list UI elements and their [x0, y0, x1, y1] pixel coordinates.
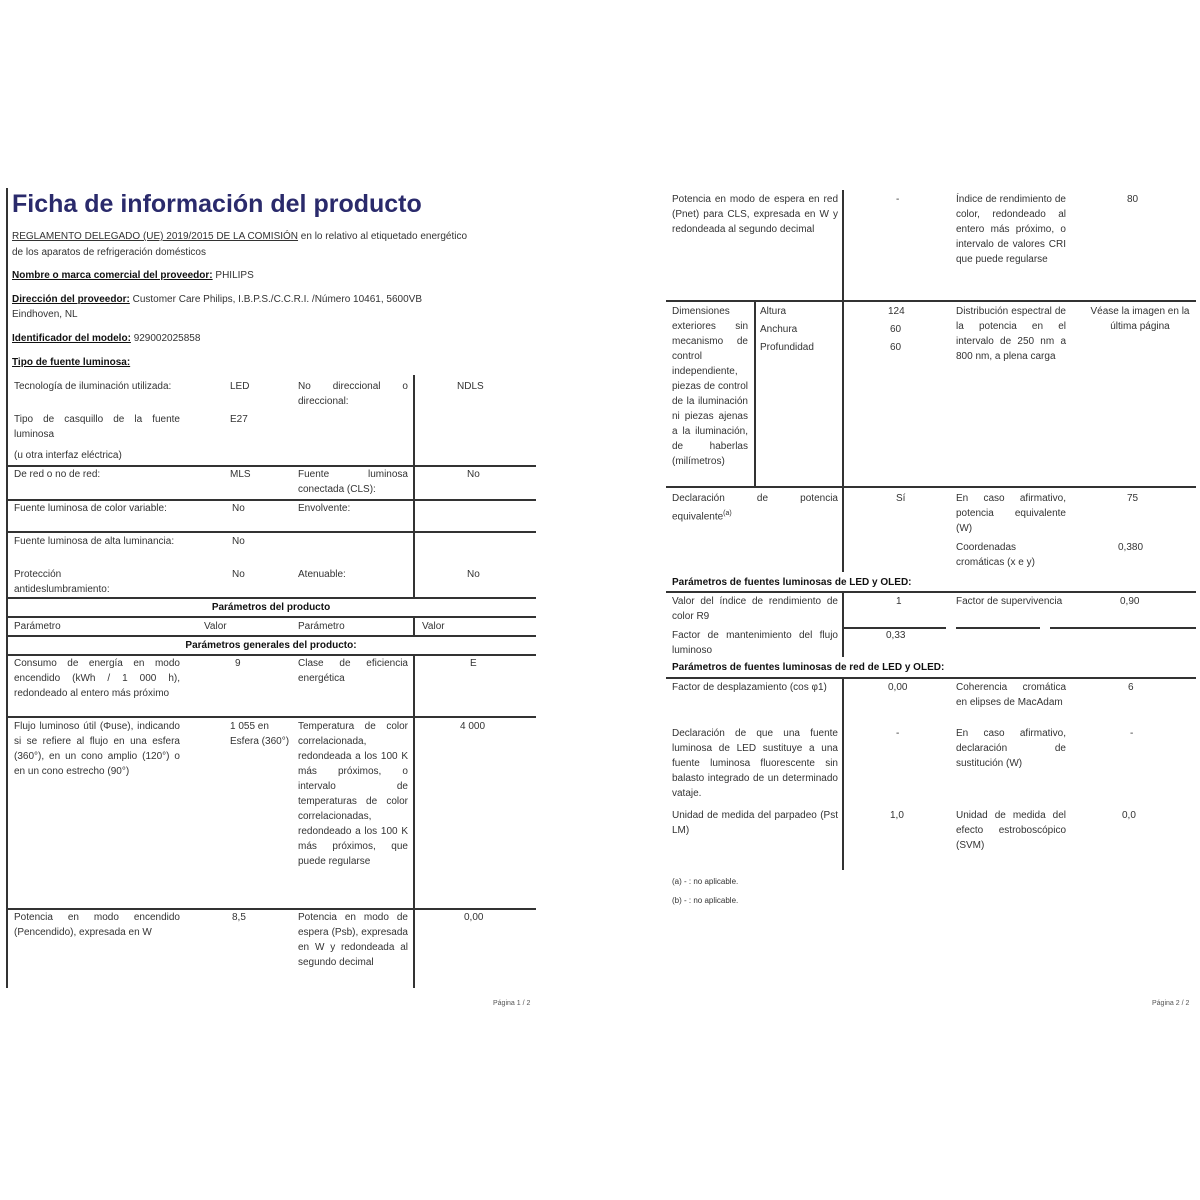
page-2 — [600, 0, 1200, 1020]
width-value: 60 — [890, 324, 902, 335]
col-param-2: Parámetro — [298, 621, 345, 632]
antiglare-label: Protección antideslumbramiento: — [14, 569, 110, 595]
dimmable-label: Atenuable: — [298, 569, 346, 580]
row-line — [666, 677, 1196, 679]
consistency-label: Coherencia cromática en elipses de MacAdam — [956, 682, 1066, 708]
cct-label: Temperatura de color correlacionada, redondeada a los 100 K más próximos, o intervalo de temperaturas de color correlacionadas, redondeado a los 100 K más próximos, que puede regularse — [298, 721, 408, 867]
row-line — [666, 486, 1196, 488]
energy-label: Consumo de energía en modo encendido (kWh / 1 000 h), redondeado al entero más próximo — [14, 658, 180, 699]
network-standby-label: Potencia en modo de espera en red (Pnet) para CLS, expresada en W y redondeada al segundo decimal — [672, 194, 838, 235]
mains-label: De red o no de red: — [14, 469, 101, 480]
colour-tunable-label: Fuente luminosa de color variable: — [14, 503, 167, 514]
regulation-link[interactable]: REGLAMENTO DELEGADO (UE) 2019/2015 DE LA COMISIÓN — [12, 231, 299, 242]
mains-led-title: Parámetros de fuentes luminosas de red de LED y OLED: — [672, 662, 945, 673]
network-standby-value: - — [896, 194, 900, 205]
table-divider — [842, 591, 844, 627]
tech-value: LED — [230, 381, 250, 392]
row-line — [6, 635, 536, 637]
table-divider — [842, 190, 844, 300]
strobo-value: 0,0 — [1122, 810, 1136, 821]
regulation-text: REGLAMENTO DELEGADO (UE) 2019/2015 DE LA COMISIÓN en lo relativo al etiquetado energético — [12, 231, 468, 242]
dimmable-value: No — [467, 569, 480, 580]
model-row: Identificador del modelo: 929002025858 — [12, 333, 201, 344]
table-divider — [842, 486, 844, 572]
page-footer: Página 2 / 2 — [1152, 1000, 1190, 1007]
efficiency-label: Clase de eficiencia energética — [298, 658, 408, 684]
equiv-label: Declaración de potencia equivalente$^{(a)}$ — [672, 493, 838, 523]
page-left-border — [6, 188, 8, 988]
standby-value: 0,00 — [464, 912, 484, 923]
flux-value: 1 055 en Esfera (360°) — [230, 721, 290, 747]
table-divider — [413, 375, 415, 465]
table-divider — [413, 499, 415, 531]
col-value-2: Valor — [422, 621, 445, 632]
survival-value: 0,90 — [1120, 596, 1140, 607]
flux-label: Flujo luminoso útil (Φuse), indicando si se refiere al flujo en una esfera (360°), en un cono amplio (120°) o en un cono estrecho (90°) — [14, 721, 180, 777]
directional-value: NDLS — [457, 381, 484, 392]
equiv-if-label: En caso afirmativo, potencia equivalente (W) — [956, 493, 1066, 534]
standby-label: Potencia en modo de espera (Psb), expresada en W y redondeada al segundo decimal — [298, 912, 408, 968]
tech-label: Tecnología de iluminación utilizada: — [14, 381, 172, 392]
replace-label: Declaración de que una fuente luminosa de LED sustituye a una fuente luminosa fluorescente sin balasto integrado de un determinado vataje. — [672, 728, 838, 799]
colour-tunable-value: No — [232, 503, 245, 514]
chroma-value: 0,380 — [1118, 542, 1144, 553]
high-luminance-label: Fuente luminosa de alta luminancia: — [14, 536, 175, 547]
cap-value: E27 — [230, 414, 248, 425]
equiv-value: Sí — [896, 493, 906, 504]
consistency-value: 6 — [1128, 682, 1134, 693]
cri-label: Índice de rendimiento de color, redondeado al entero más próximo, o intervalo de valores CRI que puede regularse — [956, 194, 1066, 265]
chroma-label: Coordenadas cromáticas (x e y) — [956, 542, 1035, 568]
equiv-if-value: 75 — [1127, 493, 1139, 504]
displacement-label: Factor de desplazamiento (cos φ1) — [672, 682, 827, 693]
table-divider — [842, 677, 844, 870]
row-line — [666, 591, 1196, 593]
replace-if-label: En caso afirmativo, declaración de sustitución (W) — [956, 728, 1066, 769]
strobo-label: Unidad de medida del efecto estroboscópico (SVM) — [956, 810, 1066, 851]
row-line — [6, 716, 536, 718]
row-line — [956, 627, 1040, 629]
height-label: Altura — [760, 306, 787, 317]
table-divider — [842, 627, 844, 657]
supplier-row: Nombre o marca comercial del proveedor: PHILIPS — [12, 270, 254, 281]
cct-value: 4 000 — [460, 721, 486, 732]
flicker-value: 1,0 — [890, 810, 904, 821]
spectral-label: Distribución espectral de la potencia en el intervalo de 250 nm a 800 nm, a plena carga — [956, 306, 1066, 362]
replace-value: - — [896, 728, 900, 739]
table-divider — [754, 300, 756, 486]
cap-label-2: (u otra interfaz eléctrica) — [14, 450, 122, 461]
general-params-title: Parámetros generales del producto: — [185, 640, 357, 651]
table-divider — [413, 908, 415, 988]
directional-label: No direccional o direccional: — [298, 381, 408, 407]
cap-label: Tipo de casquillo de la fuente luminosa — [14, 414, 180, 440]
connected-label: Fuente luminosa conectada (CLS): — [298, 469, 408, 495]
width-label: Anchura — [760, 324, 798, 335]
address-line-2: Eindhoven, NL — [12, 309, 78, 320]
flicker-label: Unidad de medida del parpadeo (Pst LM) — [672, 810, 838, 836]
page-1 — [0, 0, 600, 1020]
address-row: Dirección del proveedor: Customer Care Philips, I.B.P.S./C.C.R.I. /Número 10461, 5600VB — [12, 294, 422, 305]
lumen-maint-value: 0,33 — [886, 630, 906, 641]
col-value-1: Valor — [204, 621, 227, 632]
envelope-label: Envolvente: — [298, 503, 351, 514]
source-type-title: Tipo de fuente luminosa: — [12, 357, 131, 368]
table-divider — [413, 531, 415, 597]
row-line — [6, 531, 536, 533]
note-a: (a) - : no aplicable. — [672, 877, 739, 886]
displacement-value: 0,00 — [888, 682, 908, 693]
r9-label: Valor del índice de rendimiento de color R9 — [672, 596, 838, 622]
high-luminance-value: No — [232, 536, 245, 547]
row-line — [6, 597, 536, 599]
table-divider — [413, 654, 415, 716]
antiglare-value: No — [232, 569, 245, 580]
row-line — [1050, 627, 1196, 629]
mains-value: MLS — [230, 469, 251, 480]
efficiency-value: E — [470, 658, 477, 669]
table-divider — [413, 716, 415, 908]
depth-value: 60 — [890, 342, 902, 353]
survival-label: Factor de supervivencia — [956, 596, 1063, 607]
table-divider — [842, 300, 844, 486]
height-value: 124 — [888, 306, 905, 317]
energy-value: 9 — [235, 658, 241, 669]
on-power-label: Potencia en modo encendido (Pencendido), expresada en W — [14, 912, 180, 938]
document-title: Ficha de información del producto — [12, 190, 422, 218]
regulation-text-2: de los aparatos de refrigeración domésticos — [12, 247, 206, 258]
note-b: (b) - : no aplicable. — [672, 896, 739, 905]
lumen-maint-label: Factor de mantenimiento del flujo luminoso — [672, 630, 838, 656]
r9-value: 1 — [896, 596, 902, 607]
replace-if-value: - — [1130, 728, 1134, 739]
table-divider — [413, 616, 415, 635]
col-param-1: Parámetro — [14, 621, 61, 632]
spectral-value: Véase la imagen en la última página — [1090, 306, 1190, 332]
depth-label: Profundidad — [760, 342, 814, 353]
table-divider — [413, 465, 415, 499]
led-params-title: Parámetros de fuentes luminosas de LED y OLED: — [672, 577, 912, 588]
page-footer: Página 1 / 2 — [493, 1000, 531, 1007]
product-params-title: Parámetros del producto — [211, 602, 331, 613]
on-power-value: 8,5 — [232, 912, 246, 923]
row-line — [6, 616, 536, 618]
dimensions-label: Dimensiones exteriores sin mecanismo de control independiente, piezas de control de la iluminación ni piezas ajenas a la iluminación, de haberlas (milímetros) — [672, 306, 748, 467]
connected-value: No — [467, 469, 480, 480]
row-line — [666, 300, 1196, 302]
cri-value: 80 — [1127, 194, 1139, 205]
